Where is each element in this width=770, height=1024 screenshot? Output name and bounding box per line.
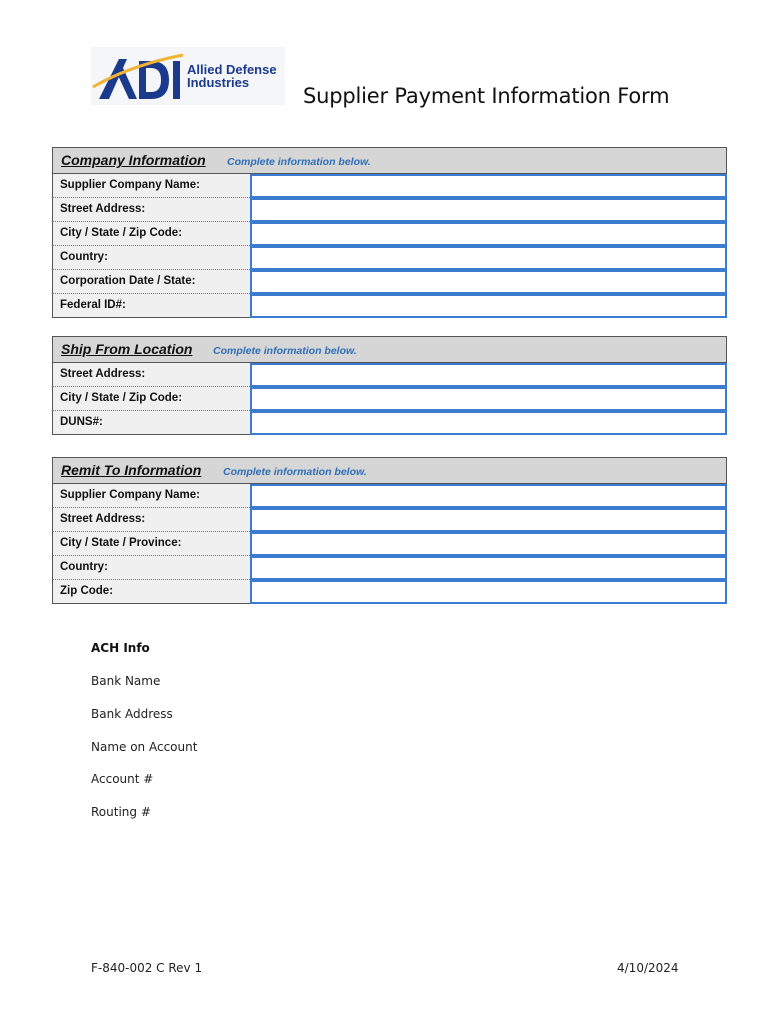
form-row (52, 556, 727, 580)
form-row (52, 532, 727, 556)
remit-company-name-input[interactable] (250, 484, 727, 508)
form-row (52, 246, 727, 270)
form-row (52, 363, 727, 387)
form-row (52, 411, 727, 435)
country-input[interactable] (250, 246, 727, 270)
field-label: Corporation Date / State: (52, 270, 250, 294)
form-number: F-840-002 C Rev 1 (91, 961, 203, 975)
field-label: Federal ID#: (52, 294, 250, 318)
city-state-zip-input[interactable] (250, 222, 727, 246)
field-label: Street Address: (52, 363, 250, 387)
form-row (52, 580, 727, 604)
revision-date: 4/10/2024 (617, 961, 679, 975)
field-label: City / State / Province: (52, 532, 250, 556)
field-label: Zip Code: (52, 580, 250, 604)
adi-logo-icon (91, 47, 187, 105)
form-row (52, 484, 727, 508)
field-label: Supplier Company Name: (52, 484, 250, 508)
company-information-section (52, 147, 727, 318)
form-row (52, 198, 727, 222)
section-note: Complete information below. (223, 466, 367, 478)
form-row (52, 174, 727, 198)
field-label: Street Address: (52, 198, 250, 222)
ach-routing-number-label: Routing # (91, 805, 151, 819)
remit-city-state-province-input[interactable] (250, 532, 727, 556)
section-title: Remit To Information (61, 462, 202, 478)
field-label: DUNS#: (52, 411, 250, 435)
field-label: Supplier Company Name: (52, 174, 250, 198)
remit-zip-code-input[interactable] (250, 580, 727, 604)
remit-country-input[interactable] (250, 556, 727, 580)
section-header (52, 457, 727, 484)
ship-from-location-section (52, 336, 727, 435)
federal-id-input[interactable] (250, 294, 727, 318)
supplier-company-name-input[interactable] (250, 174, 727, 198)
field-label: Street Address: (52, 508, 250, 532)
ship-street-address-input[interactable] (250, 363, 727, 387)
ach-name-on-account-label: Name on Account (91, 740, 198, 754)
logo-line-2: Industries (187, 75, 250, 90)
section-title: Ship From Location (61, 341, 193, 357)
ach-bank-address-label: Bank Address (91, 707, 173, 721)
field-label: Country: (52, 556, 250, 580)
remit-to-information-section (52, 457, 727, 604)
field-label: City / State / Zip Code: (52, 222, 250, 246)
corporation-date-state-input[interactable] (250, 270, 727, 294)
form-row (52, 508, 727, 532)
section-header (52, 147, 727, 174)
ship-city-state-zip-input[interactable] (250, 387, 727, 411)
street-address-input[interactable] (250, 198, 727, 222)
field-label: City / State / Zip Code: (52, 387, 250, 411)
form-row (52, 294, 727, 318)
section-note: Complete information below. (213, 345, 357, 357)
duns-input[interactable] (250, 411, 727, 435)
form-row (52, 387, 727, 411)
logo-wordmark (187, 63, 277, 89)
ach-bank-name-label: Bank Name (91, 674, 161, 688)
section-title: Company Information (61, 152, 206, 168)
section-header (52, 336, 727, 363)
field-label: Country: (52, 246, 250, 270)
ach-heading: ACH Info (91, 641, 150, 655)
ach-account-number-label: Account # (91, 772, 154, 786)
page-title: Supplier Payment Information Form (303, 84, 670, 108)
logo-line-1: Allied Defense (187, 62, 277, 77)
remit-street-address-input[interactable] (250, 508, 727, 532)
company-logo (91, 47, 285, 105)
form-row (52, 270, 727, 294)
form-row (52, 222, 727, 246)
section-note: Complete information below. (227, 156, 371, 168)
